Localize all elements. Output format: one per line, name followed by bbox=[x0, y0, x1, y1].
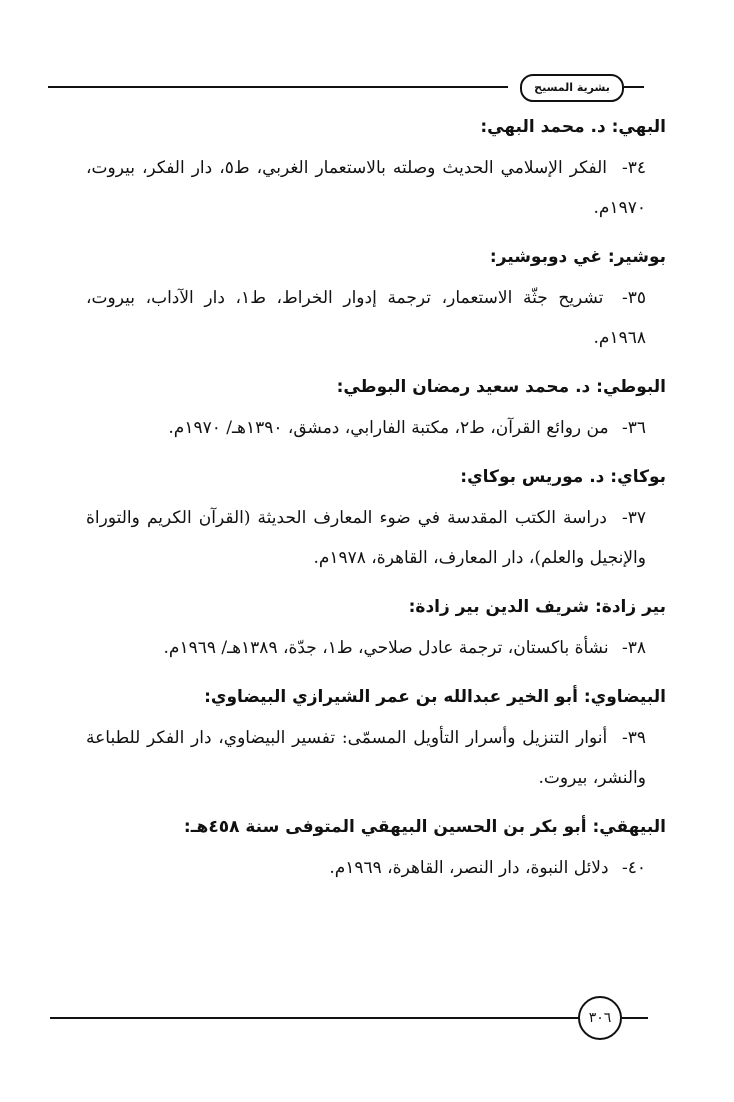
header-rule-right bbox=[624, 86, 644, 88]
bibliography-list bbox=[86, 112, 666, 902]
author-heading: بوشير: غي دوبوشير: bbox=[489, 247, 666, 267]
reference-entry bbox=[86, 848, 646, 888]
reference-text: من روائع القرآن، ط٢، مكتبة الفارابي، دمشق، ١٣٩٠هـ/ ١٩٧٠م. bbox=[168, 418, 609, 438]
author-heading: البيهقي: أبو بكر بن الحسين البيهقي المتوفى سنة ٤٥٨هـ: bbox=[183, 817, 666, 837]
reference-entry bbox=[86, 628, 646, 668]
reference-entry bbox=[86, 278, 646, 358]
author-heading: البهي: د. محمد البهي: bbox=[480, 117, 666, 137]
footer-rule-left bbox=[50, 1017, 580, 1019]
reference-entry bbox=[86, 148, 646, 228]
page-number-badge: ٣٠٦ bbox=[578, 996, 622, 1040]
reference-text: دراسة الكتب المقدسة في ضوء المعارف الحديثة (القرآن الكريم والتوراة والإنجيل والعلم)، دار المعارف، القاهرة، ١٩٧٨م. bbox=[86, 508, 646, 568]
footer-rule-right bbox=[622, 1017, 648, 1019]
page-header bbox=[48, 72, 644, 102]
reference-entry bbox=[86, 718, 646, 798]
reference-entry bbox=[86, 408, 646, 448]
header-rule-left bbox=[48, 86, 508, 88]
author-heading: البوطي: د. محمد سعيد رمضان البوطي: bbox=[336, 377, 666, 397]
page-footer bbox=[50, 996, 648, 1040]
reference-number: ٣٨- bbox=[621, 638, 646, 658]
reference-text: الفكر الإسلامي الحديث وصلته بالاستعمار الغربي، ط٥، دار الفكر، بيروت، ١٩٧٠م. bbox=[86, 158, 646, 218]
reference-number: ٣٤- bbox=[622, 158, 647, 178]
author-heading: بير زادة: شريف الدين بير زادة: bbox=[408, 597, 666, 617]
reference-text: تشريح جثّة الاستعمار، ترجمة إدوار الخراط، ط١، دار الآداب، بيروت، ١٩٦٨م. bbox=[86, 288, 646, 348]
reference-number: ٣٦- bbox=[621, 418, 646, 438]
reference-text: أنوار التنزيل وأسرار التأويل المسمّى: تفسير البيضاوي، دار الفكر للطباعة والنشر، بيروت. bbox=[86, 728, 646, 788]
reference-entry bbox=[86, 498, 646, 578]
reference-number: ٤٠- bbox=[621, 858, 646, 878]
reference-text: دلائل النبوة، دار النصر، القاهرة، ١٩٦٩م. bbox=[329, 858, 609, 878]
reference-number: ٣٥- bbox=[621, 288, 646, 308]
reference-number: ٣٧- bbox=[622, 508, 647, 528]
running-head-title: بشرية المسيح bbox=[520, 74, 624, 102]
reference-number: ٣٩- bbox=[621, 728, 646, 748]
reference-text: نشأة باكستان، ترجمة عادل صلاحي، ط١، جدّة، ١٣٨٩هـ/ ١٩٦٩م. bbox=[163, 638, 609, 658]
author-heading: البيضاوي: أبو الخير عبدالله بن عمر الشيرازي البيضاوي: bbox=[204, 687, 666, 707]
author-heading: بوكاي: د. موريس بوكاي: bbox=[460, 467, 666, 487]
